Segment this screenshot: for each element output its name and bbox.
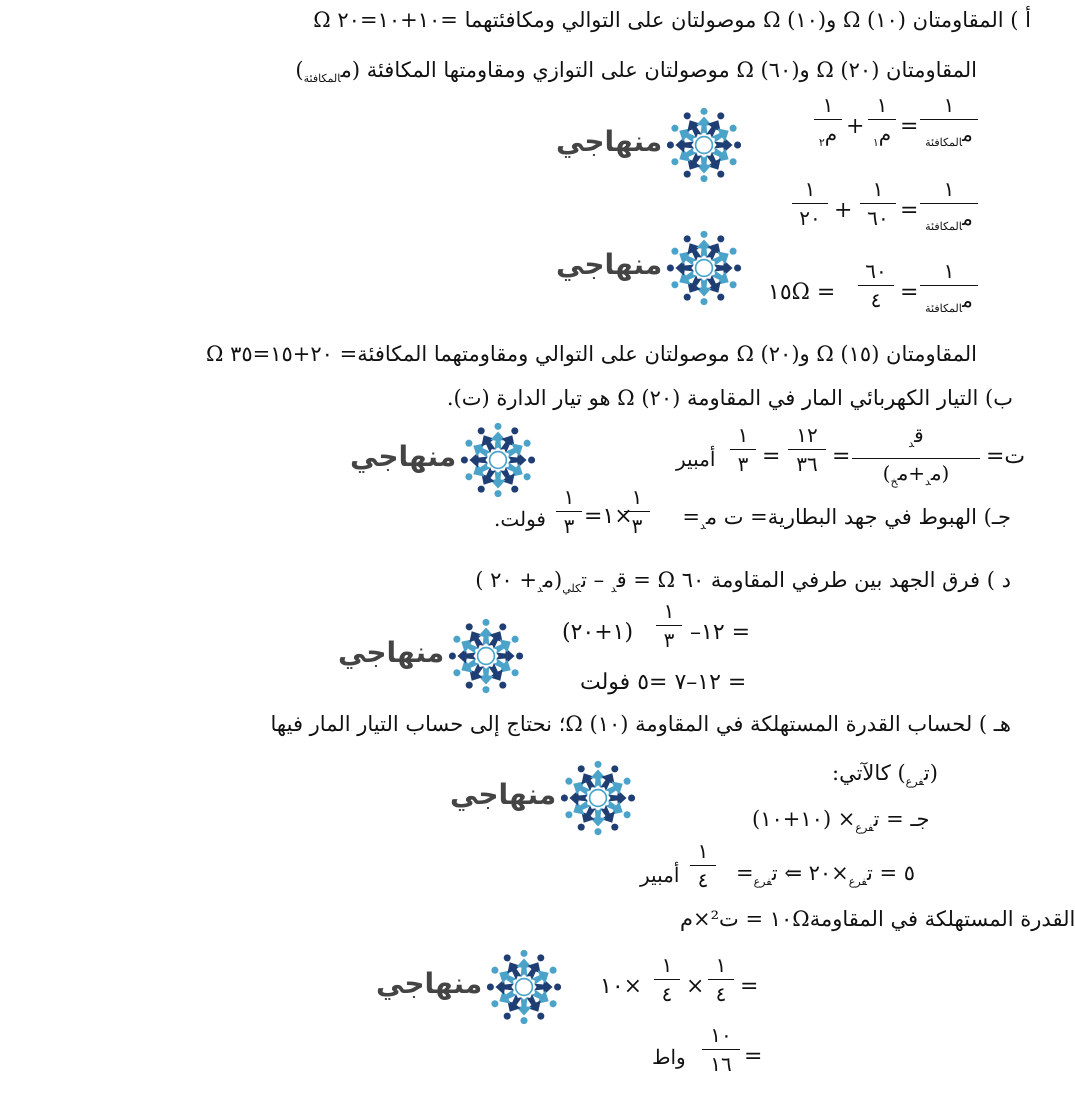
logo-figure-head bbox=[734, 141, 741, 148]
eq3-equals: = bbox=[900, 280, 919, 305]
part-b-fraction-3: ١ ٣ bbox=[730, 422, 756, 477]
logo-figure-head bbox=[499, 682, 506, 689]
part-e-line-3: جـ = ت$_{فرع}$× (١٠+١٠) bbox=[752, 807, 930, 835]
eq3-lhs-fraction: ١ م$_{المكافئة}$ bbox=[920, 258, 978, 322]
logo-figure-head bbox=[516, 652, 523, 659]
manhaji-logo-icon bbox=[662, 226, 746, 310]
logo-figure-head bbox=[700, 108, 707, 115]
eq2-equals: = bbox=[900, 198, 919, 223]
logo-figure-head bbox=[684, 235, 691, 242]
eq1-equals: = bbox=[900, 114, 919, 139]
logo-figure-head bbox=[717, 171, 724, 178]
logo-figure-head bbox=[491, 1000, 498, 1007]
logo-figure-head bbox=[494, 490, 501, 497]
part-d-step1-post: (١+٢٠) bbox=[562, 620, 634, 645]
logo-figure-head bbox=[550, 967, 557, 974]
part-e-line-6-fraction-a: ١ ٤ bbox=[708, 952, 734, 1007]
logo-figure-head bbox=[465, 473, 472, 480]
part-c-mult: ×١= bbox=[584, 504, 633, 529]
eq1-plus: + bbox=[846, 114, 865, 139]
logo-figure-head bbox=[611, 765, 618, 772]
part-b-fraction-1: ق$_د$ (م$_د$+م$_خ$) bbox=[852, 422, 980, 495]
logo-center-ring bbox=[590, 790, 607, 807]
part-b-line-1: ب) التيار الكهربائي المار في المقاومة (٢٠) Ω هو تيار الدارة (ت). bbox=[446, 386, 1013, 410]
part-e-line-6-equals: = bbox=[740, 974, 759, 999]
logo-figure-head bbox=[482, 619, 489, 626]
part-e-line-7-fraction: ١٠ ١٦ bbox=[702, 1022, 740, 1077]
eq2-term2-fraction: ١ ٢٠ bbox=[792, 176, 828, 231]
part-e-line-4: ٥ = ت$_{فرع}$×٢٠ ⇐ ت$_{فرع}$= bbox=[736, 861, 916, 889]
part-d-step2: = ١٢–٧ =٥ فولت bbox=[580, 670, 747, 695]
logo-figure-head bbox=[684, 112, 691, 119]
logo-figure-head bbox=[520, 950, 527, 957]
logo-figure-head bbox=[578, 765, 585, 772]
part-b-equals-2: = bbox=[762, 444, 781, 469]
logo-figure-head bbox=[730, 125, 737, 132]
logo-figure-head bbox=[578, 824, 585, 831]
logo-figure-head bbox=[478, 486, 485, 493]
eq1-term1-fraction: ١ م$_١$ bbox=[868, 92, 896, 156]
logo-figure-head bbox=[504, 954, 511, 961]
part-c-unit: فولت. bbox=[494, 507, 546, 531]
logo-figure-head bbox=[511, 486, 518, 493]
logo-figure-head bbox=[594, 828, 601, 835]
logo-figure-head bbox=[537, 1013, 544, 1020]
part-e-line-7-unit: واط bbox=[652, 1045, 686, 1069]
logo-figure-head bbox=[671, 158, 678, 165]
watermark-text: منهاجي bbox=[338, 636, 445, 669]
logo-figure-head bbox=[478, 427, 485, 434]
logo-figure-head bbox=[561, 794, 568, 801]
logo-figure-head bbox=[671, 248, 678, 255]
logo-figure-head bbox=[667, 141, 674, 148]
logo-figure-head bbox=[524, 473, 531, 480]
watermark-text: منهاجي bbox=[450, 778, 557, 811]
logo-center-ring bbox=[516, 979, 533, 996]
part-e-line-2: (ت$_{فرع}$) كالآتي: bbox=[832, 761, 938, 789]
watermark-text: منهاجي bbox=[350, 440, 457, 473]
logo-figure-head bbox=[512, 636, 519, 643]
manhaji-logo-icon bbox=[444, 614, 528, 698]
part-e-line-5: القدرة المستهلكة في المقاومة١٠Ω = ت²×م bbox=[680, 907, 1075, 931]
part-b-equals-1: = bbox=[832, 444, 851, 469]
part-c-text: جـ) الهبوط في جهد البطارية= ت م$_د$= bbox=[682, 505, 1011, 533]
logo-figure-head bbox=[684, 294, 691, 301]
logo-figure-head bbox=[461, 456, 468, 463]
part-c-fraction-2: ١ ٣ bbox=[556, 484, 582, 539]
part-e-line-4-fraction: ١ ٤ bbox=[690, 838, 716, 893]
logo-figure-head bbox=[717, 235, 724, 242]
logo-center-ring bbox=[696, 260, 713, 277]
logo-figure-head bbox=[700, 231, 707, 238]
watermark-text: منهاجي bbox=[556, 125, 663, 158]
manhaji-logo-icon bbox=[456, 418, 540, 502]
part-b-unit: أمبير bbox=[676, 447, 716, 471]
part-b-lhs: ت= bbox=[986, 444, 1026, 469]
watermark-2 bbox=[556, 226, 746, 310]
part-a-line-3: المقاومتان (١٥) Ω و(٢٠) Ω موصولتان على التوالي ومقاومتهما المكافئة= ٢٠+١٥=٣٥ Ω bbox=[205, 342, 977, 366]
part-e-line-6-fraction-b: ١ ٤ bbox=[654, 952, 680, 1007]
part-d-step1-pre: = ١٢– bbox=[690, 620, 751, 645]
part-a-line-2: المقاومتان (٢٠) Ω و(٦٠) Ω موصولتان على التوازي ومقاومتها المكافئة (م$_{المكافئة}$) bbox=[295, 58, 977, 86]
logo-figure-head bbox=[520, 1017, 527, 1024]
manhaji-logo-icon bbox=[662, 103, 746, 187]
watermark-text: منهاجي bbox=[376, 967, 483, 1000]
part-e-line-6-times-2: ×١٠ bbox=[600, 974, 643, 999]
logo-figure-head bbox=[449, 652, 456, 659]
part-a-line-1: أ ) المقاومتان (١٠) Ω و(١٠) Ω موصولتان على التوالي ومكافئتهما =١٠+١٠=٢٠ Ω bbox=[313, 8, 1031, 32]
watermark-text: منهاجي bbox=[556, 248, 663, 281]
logo-figure-head bbox=[511, 427, 518, 434]
eq3-term1-fraction: ٦٠ ٤ bbox=[858, 258, 894, 313]
logo-figure-head bbox=[453, 669, 460, 676]
logo-figure-head bbox=[717, 294, 724, 301]
eq2-plus: + bbox=[834, 198, 853, 223]
logo-figure-head bbox=[628, 794, 635, 801]
logo-figure-head bbox=[730, 281, 737, 288]
logo-figure-head bbox=[734, 264, 741, 271]
logo-figure-head bbox=[491, 967, 498, 974]
logo-figure-head bbox=[667, 264, 674, 271]
logo-figure-head bbox=[700, 298, 707, 305]
logo-figure-head bbox=[499, 623, 506, 630]
part-b-fraction-2: ١٢ ٣٦ bbox=[788, 422, 826, 477]
logo-figure-head bbox=[684, 171, 691, 178]
logo-figure-head bbox=[550, 1000, 557, 1007]
logo-figure-head bbox=[671, 125, 678, 132]
logo-figure-head bbox=[504, 1013, 511, 1020]
part-d-step1-fraction: ١ ٣ bbox=[656, 598, 682, 653]
logo-figure-head bbox=[611, 824, 618, 831]
logo-figure-head bbox=[671, 281, 678, 288]
watermark-5 bbox=[450, 756, 640, 840]
part-e-line-7-equals: = bbox=[744, 1044, 763, 1069]
logo-figure-head bbox=[466, 682, 473, 689]
logo-figure-head bbox=[453, 636, 460, 643]
logo-figure-head bbox=[717, 112, 724, 119]
logo-figure-head bbox=[554, 983, 561, 990]
logo-figure-head bbox=[466, 623, 473, 630]
logo-figure-head bbox=[730, 158, 737, 165]
logo-figure-head bbox=[524, 440, 531, 447]
eq3-result: = ١٥Ω bbox=[768, 280, 836, 305]
manhaji-logo-icon bbox=[556, 756, 640, 840]
part-e-line-4-unit: أمبير bbox=[640, 863, 680, 887]
logo-figure-head bbox=[565, 778, 572, 785]
part-e-line-6-times-1: × bbox=[686, 974, 705, 999]
logo-figure-head bbox=[465, 440, 472, 447]
logo-figure-head bbox=[624, 811, 631, 818]
logo-figure-head bbox=[565, 811, 572, 818]
eq2-term1-fraction: ١ ٦٠ bbox=[860, 176, 896, 231]
part-e-line-1: هـ ) لحساب القدرة المستهلكة في المقاومة (١٠) Ω؛ نحتاج إلى حساب التيار المار فيها bbox=[270, 712, 1011, 736]
logo-figure-head bbox=[494, 423, 501, 430]
logo-figure-head bbox=[512, 669, 519, 676]
logo-figure-head bbox=[730, 248, 737, 255]
logo-figure-head bbox=[528, 456, 535, 463]
logo-figure-head bbox=[487, 983, 494, 990]
logo-figure-head bbox=[624, 778, 631, 785]
logo-figure-head bbox=[482, 686, 489, 693]
logo-center-ring bbox=[478, 648, 495, 665]
watermark-4 bbox=[338, 614, 528, 698]
logo-center-ring bbox=[490, 452, 507, 469]
eq1-lhs-fraction: ١ م$_{المكافئة}$ bbox=[920, 92, 978, 156]
logo-figure-head bbox=[700, 175, 707, 182]
watermark-3 bbox=[350, 418, 540, 502]
part-c-fraction-1: ١ ٣ bbox=[624, 484, 650, 539]
watermark-6 bbox=[376, 945, 566, 1029]
eq2-lhs-fraction: ١ م$_{المكافئة}$ bbox=[920, 176, 978, 240]
eq1-term2-fraction: ١ م$_٢$ bbox=[814, 92, 842, 156]
watermark-1 bbox=[556, 103, 746, 187]
manhaji-logo-icon bbox=[482, 945, 566, 1029]
logo-figure-head bbox=[594, 761, 601, 768]
logo-center-ring bbox=[696, 137, 713, 154]
part-d-line-1: د ) فرق الجهد بين طرفي المقاومة ٦٠ Ω = ق$_د$ – ت$_{كلي}$(م$_د$+ ٢٠ ) bbox=[475, 568, 1011, 596]
logo-figure-head bbox=[537, 954, 544, 961]
